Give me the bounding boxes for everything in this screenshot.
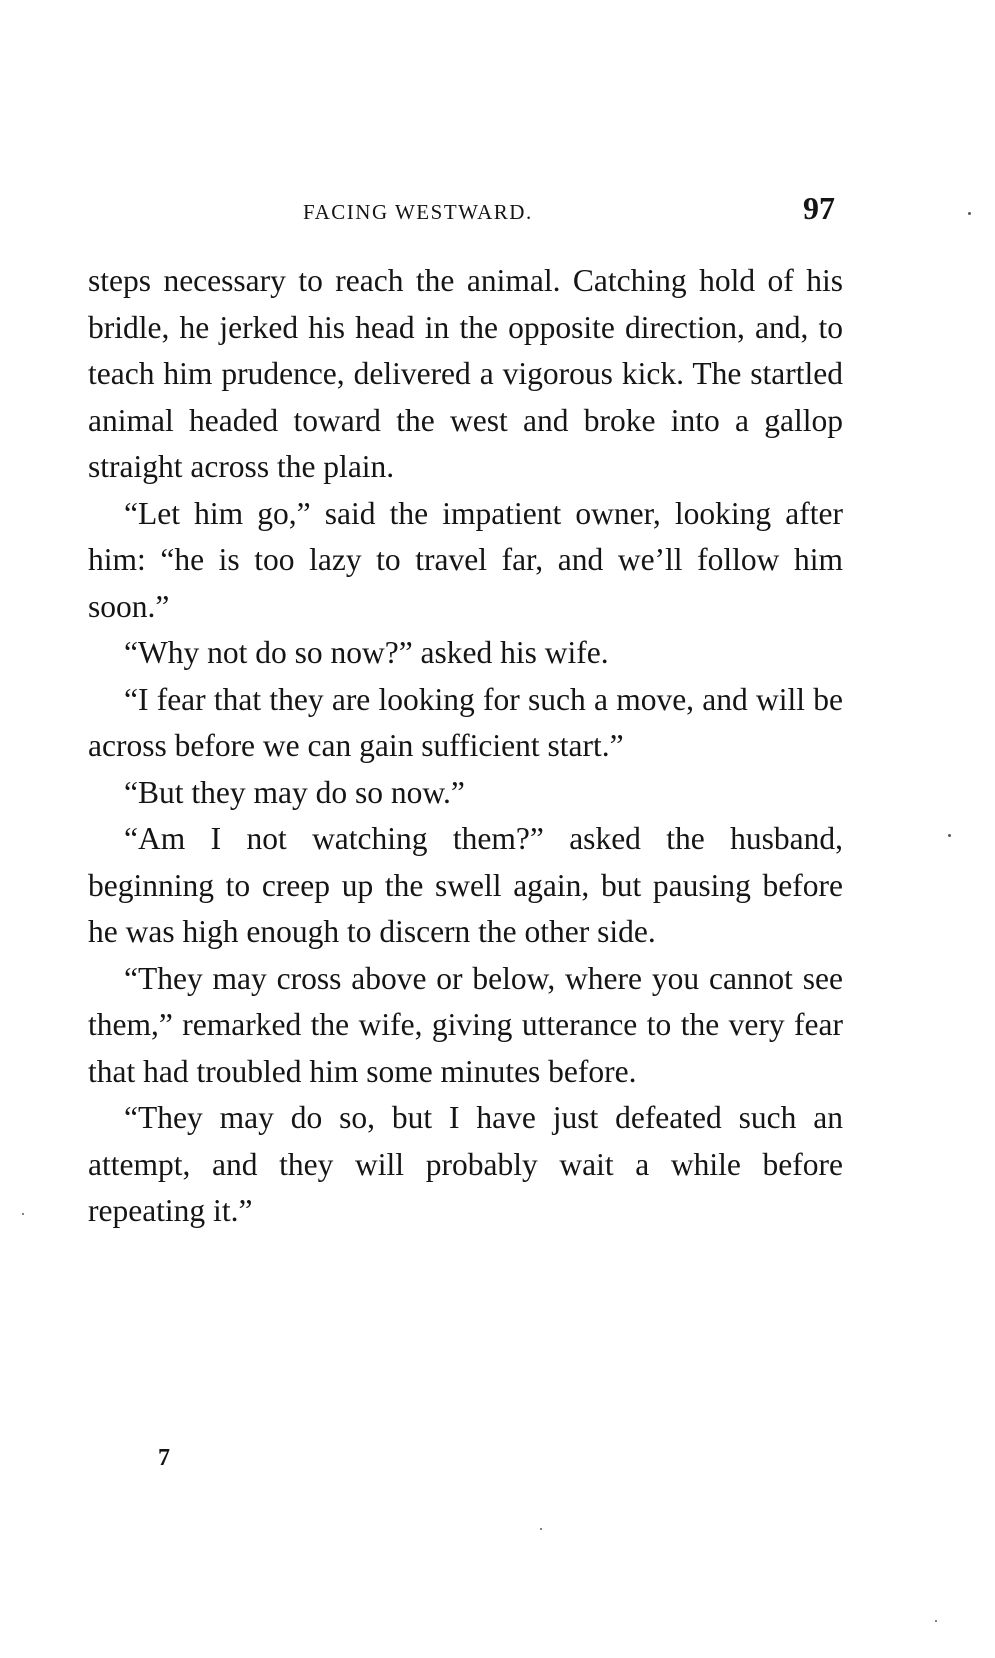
scan-speck — [540, 1528, 542, 1530]
signature-mark: 7 — [158, 1445, 170, 1471]
paragraph: “Let him go,” said the impatient owner, looking after him: “he is too lazy to travel far, and we’ll follow him soon.” — [88, 495, 843, 624]
page-number: 97 — [803, 190, 835, 226]
scan-speck — [22, 1213, 24, 1215]
body-text — [88, 258, 843, 1235]
scan-speck — [968, 212, 971, 215]
running-head: FACING WESTWARD. — [303, 200, 533, 224]
paragraph: steps necessary to reach the animal. Catching hold of his bridle, he jerked his head in the opposite direction, and, to teach him prudence, delivered a vigorous kick. The startled animal headed toward the west and broke into a gallop straight across the plain. — [88, 263, 843, 484]
page-header — [88, 190, 843, 234]
paragraph: “But they may do so now.” — [124, 774, 465, 810]
paragraph: “I fear that they are looking for such a move, and will be across before we can gain sufficient start.” — [88, 681, 843, 763]
scan-speck — [948, 834, 951, 837]
paragraph: “Am I not watching them?” asked the husband, beginning to creep up the swell again, but pausing before he was high enough to discern the other side. — [88, 821, 843, 949]
paragraph: “They may do so, but I have just defeated such an attempt, and they will probably wait a while before repeating it.” — [88, 1100, 843, 1228]
scan-speck — [935, 1620, 937, 1622]
paragraph: “They may cross above or below, where you cannot see them,” remarked the wife, giving utterance to the very fear that had troubled him some minutes before. — [88, 960, 843, 1089]
paragraph: “Why not do so now?” asked his wife. — [124, 635, 609, 670]
